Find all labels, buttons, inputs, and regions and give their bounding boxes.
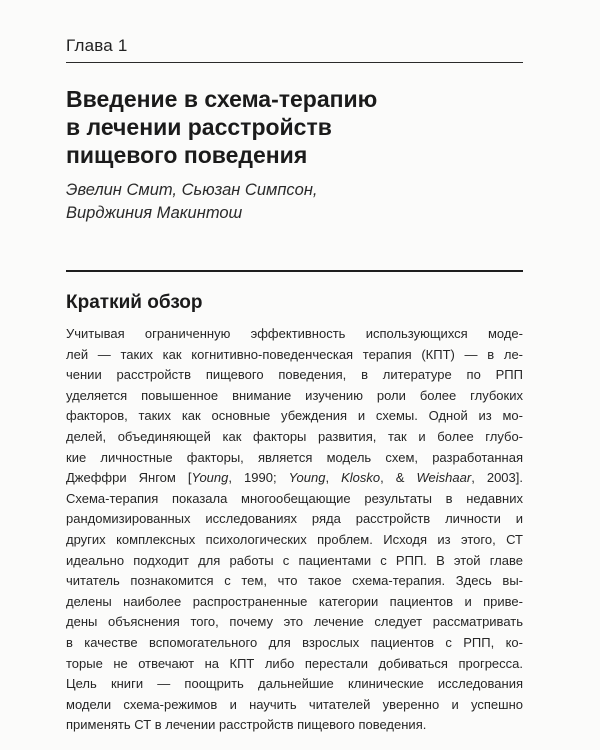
chapter-label: Глава 1 — [66, 36, 128, 55]
citation-text: , & — [380, 470, 417, 486]
section-heading: Краткий обзор — [66, 292, 203, 313]
body-line: дены объяснения того, почему это лечение следует рассматривать — [66, 614, 523, 630]
body-line: идеально подходит для работы с пациентами с РПП. В этой главе — [66, 552, 523, 568]
citation-text: , 1990; — [228, 470, 289, 486]
citation-text: Джеффри Янгом [ — [66, 470, 192, 486]
body-line: Учитывая ограниченную эффективность использующихся моде- — [66, 326, 523, 341]
citation-text: , 2003]. — [471, 470, 523, 486]
chapter-title — [66, 85, 526, 169]
citation-author: Young — [288, 470, 326, 486]
body-line: Схема-терапия показала многообещающие результаты в недавних — [66, 490, 523, 506]
citation-author: Young — [191, 470, 229, 486]
body-line: делей, объединяющей как факторы развития, так и более глубо- — [66, 428, 523, 444]
authors-line: Вирджиния Макинтош — [66, 204, 243, 222]
chapter-authors — [66, 179, 526, 225]
body-line: торые не отвечают на КПТ либо перестали добиваться прогресса. — [66, 655, 523, 671]
body-line: читатель познакомится с тем, что такое схема-терапия. Здесь вы- — [66, 573, 523, 589]
body-line: уделяется повышенное внимание изучению роли более глубоких — [66, 387, 523, 403]
citation-author: Weishaar — [416, 470, 472, 486]
citation-text: , — [325, 470, 342, 486]
body-line: других комплексных психологических проблем. Исходя из этого, СТ — [66, 531, 523, 547]
body-line: чении расстройств пищевого поведения, в литературе по РПП — [66, 367, 523, 383]
citation-author: Klosko — [341, 470, 381, 486]
body-line: лей — таких как когнитивно-поведенческая терапия (КПТ) — в ле- — [66, 346, 523, 362]
section-divider — [66, 270, 523, 272]
body-line: рандомизированных исследованиях ряда расстройств личности и — [66, 511, 523, 527]
body-line: делены наиболее распространенные категории пациентов и приве- — [66, 593, 523, 609]
body-line: модели схема-режимов и научить читателей уверенно и успешно — [66, 696, 523, 712]
chapter-divider — [66, 62, 523, 63]
chapter-title-line: в лечении расстройств — [66, 114, 332, 140]
body-line: Цель книги — поощрить дальнейшие клинические исследования — [66, 676, 523, 692]
body-line-citation — [66, 468, 523, 489]
body-paragraph — [66, 324, 523, 736]
body-line: применять СТ в лечении расстройств пищевого поведения. — [66, 717, 427, 733]
body-line: кие личностные факторы, является модель схем, разработанная — [66, 449, 523, 465]
authors-line: Эвелин Смит, Сьюзан Симпсон, — [66, 181, 318, 199]
chapter-title-line: Введение в схема-терапию — [66, 86, 378, 112]
chapter-title-line: пищевого поведения — [66, 142, 308, 168]
body-line: факторов, таких как основные убеждения и схемы. Одной из мо- — [66, 408, 523, 424]
body-line: в качестве вспомогательного для взрослых пациентов с РПП, ко- — [66, 634, 523, 650]
